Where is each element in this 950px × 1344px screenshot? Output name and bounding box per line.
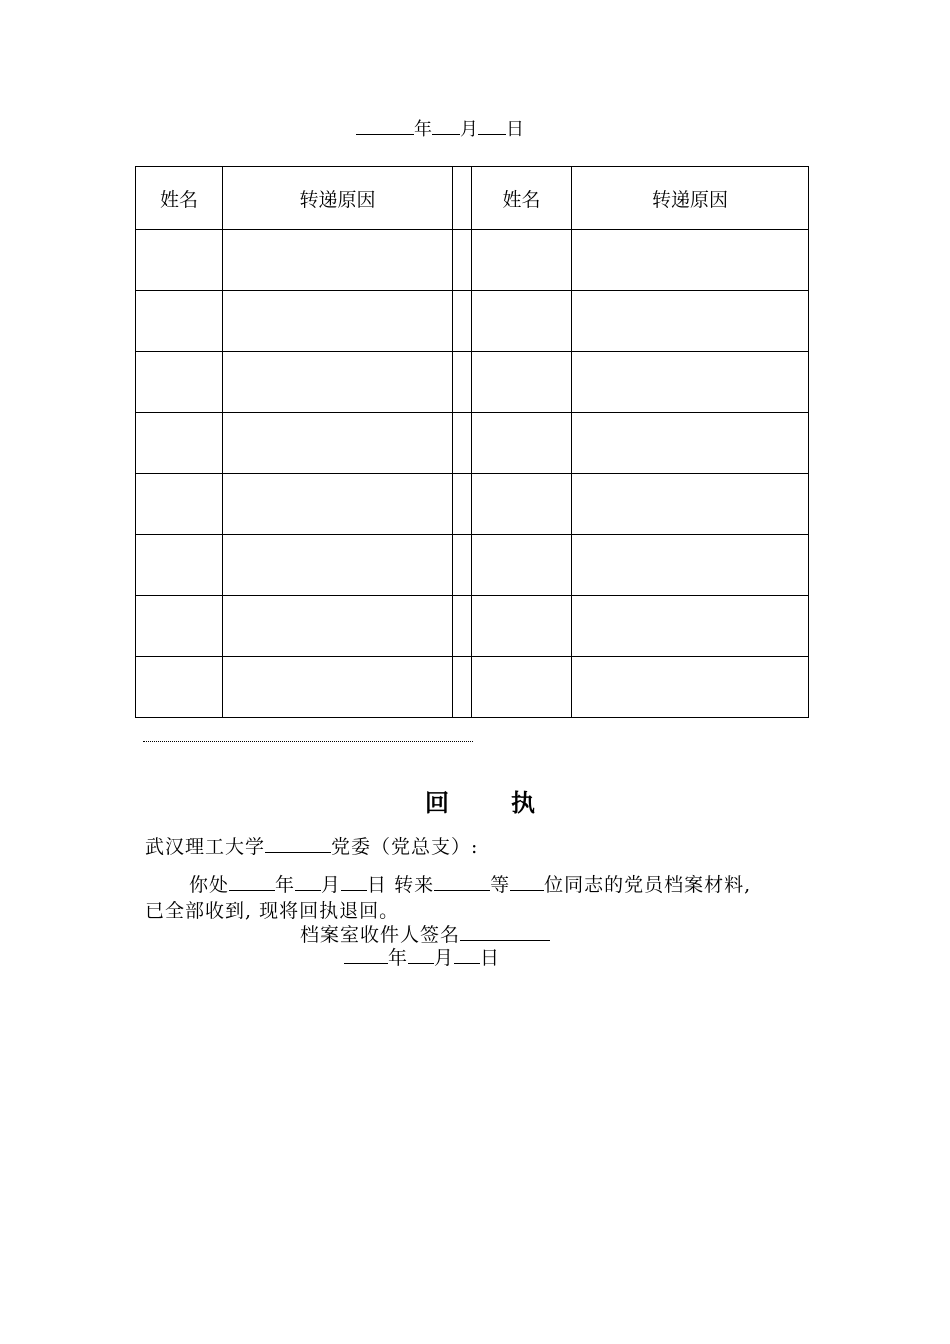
cell-reason-left[interactable] (223, 596, 453, 657)
cell-name-left[interactable] (136, 657, 223, 718)
cell-reason-right[interactable] (572, 413, 809, 474)
cell-name-right[interactable] (472, 596, 572, 657)
cell-name-right[interactable] (472, 535, 572, 596)
para-day: 日 转来 (367, 874, 435, 896)
table-row (136, 657, 809, 718)
cell-reason-right[interactable] (572, 352, 809, 413)
cell-name-left[interactable] (136, 535, 223, 596)
para-year-blank[interactable] (229, 874, 275, 891)
signature-line (300, 923, 550, 947)
table-row (136, 291, 809, 352)
cell-reason-left[interactable] (223, 352, 453, 413)
cell-reason-left[interactable] (223, 535, 453, 596)
cell-reason-right[interactable] (572, 535, 809, 596)
cut-line (143, 741, 473, 742)
transfer-table (135, 166, 809, 718)
cell-spacer (453, 596, 472, 657)
cell-spacer (453, 230, 472, 291)
signature-blank[interactable] (460, 924, 550, 941)
cell-reason-right[interactable] (572, 596, 809, 657)
para-day-blank[interactable] (341, 874, 367, 891)
table-row (136, 413, 809, 474)
header-reason-left: 转递原因 (223, 167, 453, 230)
table-row (136, 474, 809, 535)
header-name-right: 姓名 (472, 167, 572, 230)
day-label: 日 (506, 119, 524, 140)
para-month-blank[interactable] (295, 874, 321, 891)
cell-spacer (453, 474, 472, 535)
cell-name-right[interactable] (472, 657, 572, 718)
cell-name-right[interactable] (472, 352, 572, 413)
cell-reason-right[interactable] (572, 657, 809, 718)
cell-reason-left[interactable] (223, 657, 453, 718)
receipt-year-blank[interactable] (344, 947, 388, 964)
university-name: 武汉理工大学 (145, 836, 266, 858)
cell-name-left[interactable] (136, 291, 223, 352)
cell-spacer (453, 352, 472, 413)
receipt-title-right: 执 (511, 788, 535, 817)
table-row (136, 352, 809, 413)
cell-spacer (453, 291, 472, 352)
committee-blank[interactable] (265, 836, 331, 853)
cell-name-left[interactable] (136, 352, 223, 413)
receipt-month-blank[interactable] (408, 947, 434, 964)
day-blank[interactable] (478, 118, 506, 135)
para-tail: 位同志的党员档案材料, (544, 874, 752, 896)
committee-label: 党委（党总支）: (331, 836, 479, 858)
receipt-title-left: 回 (425, 788, 449, 817)
para-deng: 等 (490, 874, 511, 896)
cell-name-right[interactable] (472, 413, 572, 474)
count-blank[interactable] (510, 874, 544, 891)
header-name-left: 姓名 (136, 167, 223, 230)
cell-name-right[interactable] (472, 291, 572, 352)
cell-reason-left[interactable] (223, 474, 453, 535)
receipt-paragraph-line2: 已全部收到, 现将回执退回。 (145, 900, 400, 922)
cell-name-right[interactable] (472, 474, 572, 535)
header-spacer (453, 167, 472, 230)
receipt-title (425, 783, 535, 818)
receipt-salutation (145, 835, 478, 859)
receipt-year: 年 (388, 947, 409, 969)
month-blank[interactable] (432, 118, 460, 135)
para-month: 月 (321, 874, 342, 896)
cell-name-left[interactable] (136, 474, 223, 535)
cell-reason-left[interactable] (223, 230, 453, 291)
year-blank[interactable] (356, 118, 414, 135)
table-row (136, 535, 809, 596)
receipt-day-blank[interactable] (454, 947, 480, 964)
receipt-month: 月 (434, 947, 455, 969)
cell-name-left[interactable] (136, 230, 223, 291)
form-date-line (356, 118, 524, 141)
cell-name-right[interactable] (472, 230, 572, 291)
cell-name-left[interactable] (136, 413, 223, 474)
cell-reason-right[interactable] (572, 230, 809, 291)
cell-name-left[interactable] (136, 596, 223, 657)
month-label: 月 (460, 119, 478, 140)
cell-reason-right[interactable] (572, 291, 809, 352)
receipt-date-line (344, 946, 500, 970)
cell-reason-left[interactable] (223, 413, 453, 474)
cell-spacer (453, 535, 472, 596)
cell-spacer (453, 413, 472, 474)
header-reason-right: 转递原因 (572, 167, 809, 230)
cell-reason-right[interactable] (572, 474, 809, 535)
table-header-row (136, 167, 809, 230)
receipt-paragraph-line1 (189, 873, 751, 897)
transferor-blank[interactable] (434, 874, 490, 891)
receipt-day: 日 (480, 947, 501, 969)
cell-reason-left[interactable] (223, 291, 453, 352)
table-row (136, 596, 809, 657)
cell-spacer (453, 657, 472, 718)
para-you: 你处 (189, 874, 230, 896)
para-year: 年 (275, 874, 296, 896)
signature-label: 档案室收件人签名 (300, 924, 461, 946)
table-row (136, 230, 809, 291)
year-label: 年 (414, 119, 432, 140)
